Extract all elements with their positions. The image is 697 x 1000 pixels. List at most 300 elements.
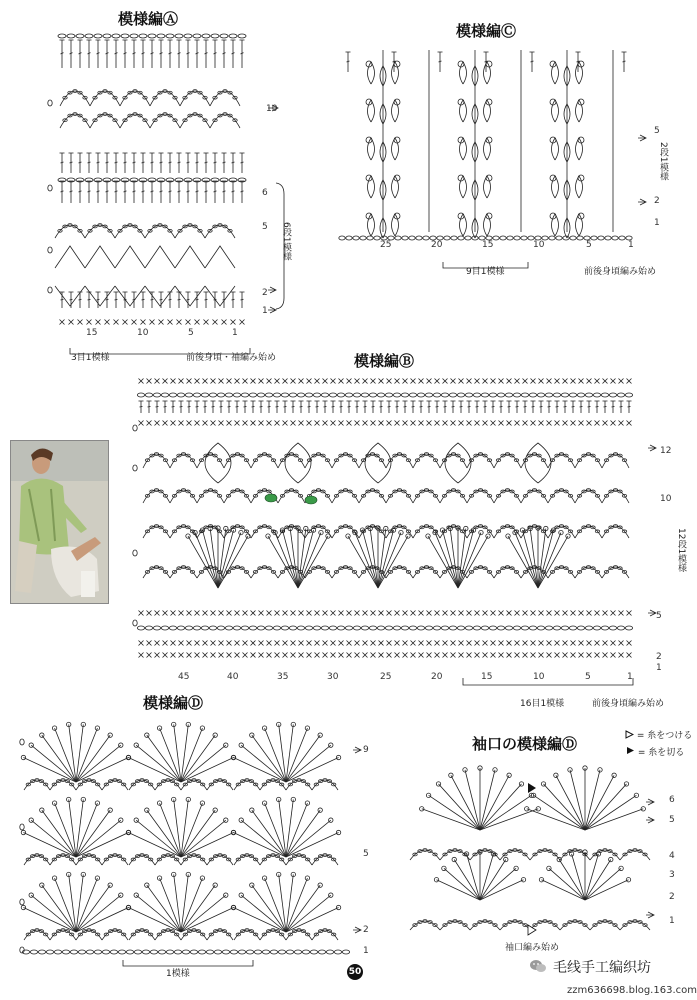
chain-stitch [67,34,75,38]
row-start-marker [133,465,137,471]
double-crochet [507,401,512,413]
double-crochet [204,40,209,68]
chain-stitch [569,393,576,397]
single-crochet [307,653,312,658]
chain-stitch [46,950,53,954]
single-crochet [531,379,536,384]
chain-stitch [577,626,584,630]
double-crochet [240,153,245,173]
panel-b-title: 模様編Ⓑ [354,352,415,370]
picot [346,534,350,538]
chain-arch [55,225,85,238]
single-crochet [411,611,416,616]
chain-stitch [313,393,320,397]
single-crochet [379,653,384,658]
double-crochet [323,401,328,413]
chain-stitch [329,393,336,397]
chain-stitch [318,950,325,954]
single-crochet [627,641,632,646]
double-crochet [363,401,368,413]
picot [145,733,149,737]
panel-a-row-2: 2 [262,288,268,298]
chain-arch [521,490,548,503]
chain-v [115,246,145,268]
single-crochet [299,379,304,384]
single-crochet [163,421,168,426]
chain-arch [494,454,521,468]
chain-stitch [289,393,296,397]
single-crochet [159,320,164,325]
double-crochet [123,40,128,68]
chain-stitch [505,393,512,397]
single-crochet [139,641,144,646]
picot [52,801,56,805]
chain-stitch [605,236,611,240]
double-crochet [114,292,119,308]
double-crochet [177,292,182,308]
double-crochet [515,401,520,413]
double-crochet [132,181,137,203]
legend-attach-text: = 糸をつける [636,731,693,741]
single-crochet [187,641,192,646]
single-crochet [195,379,200,384]
panel-a-col-10: 10 [137,328,149,338]
single-crochet [499,379,504,384]
single-crochet [235,421,240,426]
single-crochet [203,653,208,658]
single-crochet [204,320,209,325]
chain-stitch [417,626,424,630]
double-crochet [347,401,352,413]
double-crochet [213,40,218,68]
cuff-title: 袖口の模様編Ⓓ [472,735,578,753]
chain-arch [205,225,235,238]
chain-stitch [449,393,456,397]
chain-stitch [153,626,160,630]
single-crochet [267,653,272,658]
chain-stitch [619,236,625,240]
single-crochet [587,641,592,646]
chain-arch [413,490,440,503]
chain-arch [180,114,210,128]
cuff-row-4: 4 [669,851,675,861]
double-crochet [78,153,83,173]
single-crochet [355,421,360,426]
single-crochet [235,641,240,646]
single-crochet [259,379,264,384]
double-crochet [87,181,92,203]
chain-stitch [545,626,552,630]
chain-stitch [441,626,448,630]
single-crochet [363,641,368,646]
legend-attach-yarn [626,728,692,741]
double-crochet [346,52,351,72]
single-crochet [227,611,232,616]
double-crochet [186,153,191,173]
single-crochet [275,611,280,616]
single-crochet [395,653,400,658]
single-crochet [467,653,472,658]
model-photo [10,440,109,604]
picot [506,534,510,538]
chain-stitch [102,950,109,954]
chain-stitch [185,393,192,397]
chain-stitch [126,950,133,954]
picot [262,801,266,805]
picot [318,883,322,887]
single-crochet [387,611,392,616]
picot [52,726,56,730]
single-crochet [243,421,248,426]
double-crochet [114,181,119,203]
chain-stitch [401,393,408,397]
picot [318,733,322,737]
single-crochet [171,653,176,658]
single-crochet [155,611,160,616]
single-crochet [203,641,208,646]
single-crochet [307,379,312,384]
picot [145,808,149,812]
double-crochet [168,40,173,68]
panel-a-start-label: 前後身頃・袖編み始め [186,353,277,363]
picot [266,534,270,538]
single-crochet [355,379,360,384]
double-crochet [159,181,164,203]
double-crochet [195,153,200,173]
picot [29,893,33,897]
chain-v [115,286,145,306]
chain-stitch [433,626,440,630]
double-crochet [105,40,110,68]
chain-stitch [103,34,111,38]
single-crochet [603,421,608,426]
chain-stitch [134,950,141,954]
single-crochet [579,611,584,616]
single-crochet [555,421,560,426]
chain-arch [170,490,197,503]
single-crochet [451,379,456,384]
double-crochet [168,153,173,173]
chain-stitch [246,950,253,954]
chain-stitch [393,393,400,397]
double-crochet [186,40,191,68]
double-crochet [69,181,74,203]
double-crochet [213,292,218,308]
double-crochet [60,181,65,203]
single-crochet [459,653,464,658]
picot [157,801,161,805]
single-crochet [299,653,304,658]
chain-stitch [270,950,277,954]
single-crochet [555,653,560,658]
fan-stitch [585,809,643,830]
chain-stitch [361,626,368,630]
chain-stitch [521,626,528,630]
chain-arch [386,454,413,468]
chain-stitch [86,950,93,954]
double-crochet [168,181,173,203]
picot [108,883,112,887]
blog-url: zzm636698.blog.163.com [567,985,697,996]
row-arrow [268,287,276,293]
fan-stitch [442,530,458,588]
chain-arch [197,454,224,468]
fan-stitch [572,854,585,900]
chain-stitch [139,34,147,38]
single-crochet [147,421,152,426]
single-crochet [387,641,392,646]
chain-stitch [281,393,288,397]
chain-stitch [417,393,424,397]
chain-stitch [177,393,184,397]
panel-b-row-1: 1 [656,663,662,673]
chain-stitch [489,626,496,630]
single-crochet [483,641,488,646]
chain-stitch [94,34,102,38]
double-crochet [155,401,160,413]
fan-stitch [458,530,474,588]
double-crochet [123,292,128,308]
panel-b-col-25: 25 [380,672,392,682]
double-crochet [539,401,544,413]
single-crochet [379,611,384,616]
single-crochet [355,641,360,646]
single-crochet [603,641,608,646]
single-crochet [275,653,280,658]
chain-arch [548,454,575,468]
chain-stitch [489,393,496,397]
chain-stitch [353,236,359,240]
single-crochet [267,379,272,384]
row-start-marker [20,899,24,905]
single-crochet [251,641,256,646]
double-crochet [371,401,376,413]
single-crochet [283,611,288,616]
chain-stitch [337,393,344,397]
double-crochet [96,181,101,203]
double-crochet [141,153,146,173]
chain-stitch [305,626,312,630]
single-crochet [331,653,336,658]
panel-b-col-35: 35 [277,672,289,682]
single-crochet [419,611,424,616]
single-crochet [155,641,160,646]
single-crochet [323,611,328,616]
chain-stitch [201,626,208,630]
chain-arch [413,454,440,468]
chain-stitch [465,236,471,240]
chain-arch [602,490,629,503]
leaf-stitch [552,62,559,84]
chain-stitch [326,950,333,954]
panel-b-col-1: 1 [627,672,633,682]
chain-stitch [249,393,256,397]
single-crochet [243,653,248,658]
chain-arch [197,490,224,503]
chain-stitch [241,626,248,630]
single-crochet [219,421,224,426]
chain-stitch [514,236,520,240]
single-crochet [499,421,504,426]
chain-stitch [569,626,576,630]
chain-stitch [157,34,165,38]
double-crochet [186,181,191,203]
single-crochet [219,611,224,616]
double-crochet [222,181,227,203]
single-crochet [443,379,448,384]
single-crochet [291,379,296,384]
leaf-stitch [285,443,311,483]
chain-stitch [553,393,560,397]
picot [186,534,190,538]
double-crochet [451,401,456,413]
double-crochet [141,181,146,203]
chain-stitch [361,393,368,397]
chain-stitch [297,393,304,397]
panel-c-col-20: 20 [431,240,443,250]
chain-stitch [175,34,183,38]
panel-c-col-10: 10 [533,240,545,250]
page-number: 50 [347,964,363,980]
single-crochet [475,653,480,658]
fan-stitch [508,536,538,588]
chain-stitch [377,393,384,397]
fan-stitch [188,536,218,588]
single-crochet [187,653,192,658]
double-crochet [459,401,464,413]
double-crochet [177,153,182,173]
single-crochet [211,379,216,384]
double-crochet [491,401,496,413]
single-crochet [179,653,184,658]
single-crochet [231,320,236,325]
single-crochet [227,653,232,658]
cuff-row-3: 3 [669,870,675,880]
single-crochet [459,421,464,426]
cuff-chart [400,755,656,945]
single-crochet [275,379,280,384]
single-crochet [571,379,576,384]
single-crochet [171,611,176,616]
single-crochet [139,653,144,658]
single-crochet [531,653,536,658]
single-crochet [355,611,360,616]
chain-stitch [617,626,624,630]
single-crochet [483,653,488,658]
chain-stitch [609,626,616,630]
double-crochet [251,401,256,413]
fan-stitch [378,536,408,588]
single-crochet [427,611,432,616]
row-arrow [638,135,646,141]
fan-stitch [467,854,480,900]
chain-stitch [556,236,562,240]
panel-a-stitch-label: 3目1模様 [71,353,110,363]
single-crochet [179,379,184,384]
double-crochet [622,52,627,72]
single-crochet [139,611,144,616]
chain-arch [115,225,145,238]
fan-stitch [480,854,493,900]
single-crochet [283,653,288,658]
chain-arch [170,454,197,468]
chain-stitch [395,236,401,240]
single-crochet [587,653,592,658]
single-crochet [515,379,520,384]
single-crochet [483,611,488,616]
chain-arch [332,454,359,468]
panel-b-start-label: 前後身頃編み始め [592,699,665,709]
chain-stitch [513,626,520,630]
double-crochet [139,401,144,413]
single-crochet [467,611,472,616]
single-crochet [267,421,272,426]
single-crochet [195,421,200,426]
single-crochet [491,379,496,384]
double-crochet [213,181,218,203]
chain-stitch [385,626,392,630]
double-crochet [132,40,137,68]
double-crochet [177,181,182,203]
single-crochet [611,641,616,646]
double-crochet [159,40,164,68]
chain-stitch [493,236,499,240]
panel-b-row-5: 5 [656,611,662,621]
double-crochet [307,401,312,413]
single-crochet [491,421,496,426]
chain-arch [60,114,90,128]
panel-b-col-10: 10 [533,672,545,682]
single-crochet [435,421,440,426]
picot [95,726,99,730]
chain-stitch [206,950,213,954]
chain-v [175,286,205,306]
double-crochet [387,401,392,413]
fan-stitch [480,809,538,830]
chain-stitch [441,393,448,397]
picot [40,808,44,812]
fan-stitch [480,868,516,900]
chain-arch [210,91,240,106]
single-crochet [451,611,456,616]
fan-stitch [282,530,298,588]
chain-stitch [220,34,228,38]
single-crochet [571,611,576,616]
single-crochet [395,641,400,646]
fan-stitch [458,536,488,588]
single-crochet [339,379,344,384]
chain-stitch [617,393,624,397]
double-crochet [379,401,384,413]
chain-stitch [230,950,237,954]
leaf-stitch [460,138,467,160]
chain-stitch [507,236,513,240]
single-crochet [475,641,480,646]
chain-stitch [342,950,349,954]
single-crochet [587,379,592,384]
single-crochet [619,653,624,658]
single-crochet [443,653,448,658]
chain-stitch [238,34,246,38]
chain-stitch [153,393,160,397]
double-crochet [438,52,443,72]
fan-stitch [428,536,458,588]
row-arrow [646,799,654,805]
picot [213,808,217,812]
single-crochet [387,653,392,658]
single-crochet [211,611,216,616]
chain-stitch [329,626,336,630]
